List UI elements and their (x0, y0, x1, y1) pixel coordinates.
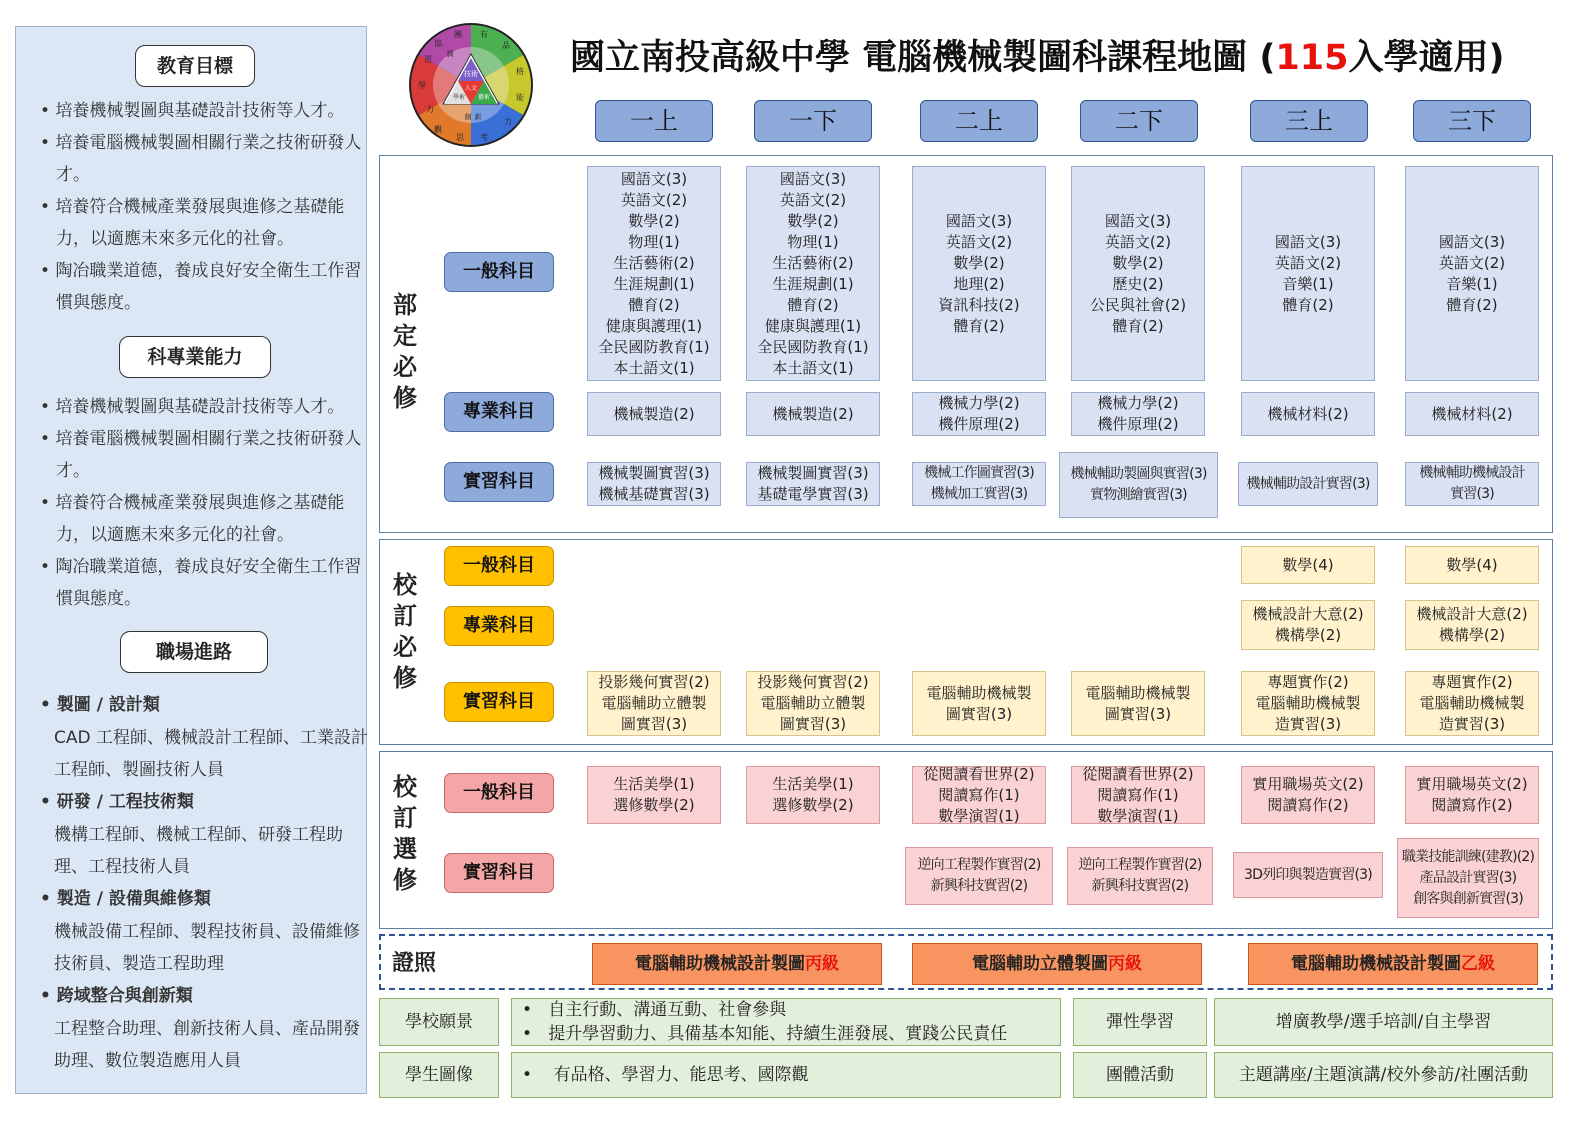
course-box (1405, 600, 1539, 650)
course-item: 國語文(3) (1438, 232, 1506, 251)
course-item: 機械材料(2) (1431, 404, 1513, 423)
course-item: 數學(2) (628, 211, 680, 230)
course-item: 數學演習(1) (938, 806, 1020, 825)
career-group (40, 980, 370, 1077)
course-box (587, 766, 721, 824)
course-item: 歷史(2) (1112, 274, 1164, 293)
svg-text:習: 習 (424, 55, 432, 64)
course-box (1071, 671, 1205, 736)
course-item: 投影幾何實習(2) (757, 673, 869, 691)
course-item: 專題實作(2) (1267, 673, 1349, 691)
course-box (1405, 392, 1539, 436)
course-item: 生活美學(1) (613, 775, 695, 793)
course-box (912, 166, 1046, 381)
course-item: 圖實習(3) (945, 704, 1013, 723)
category-practice: 實習科目 (444, 462, 554, 502)
course-item: 物理(1) (628, 232, 680, 251)
course-item: 機構學(2) (1274, 626, 1342, 644)
group-activity-label: 團體活動 (1073, 1052, 1207, 1098)
course-item: 電腦輔助立體製 (760, 694, 866, 712)
course-item: 健康與護理(1) (764, 316, 862, 335)
course-box (746, 671, 880, 736)
course-item: 生活藝術(2) (772, 253, 854, 272)
certificate-item: 電腦輔助立體製圖丙級 (912, 943, 1202, 985)
school-vision-content (511, 998, 1061, 1046)
certificate-item: 電腦輔助機械設計製圖丙級 (592, 943, 882, 985)
svg-text:學: 學 (418, 81, 426, 90)
course-item: 圖實習(3) (1104, 704, 1172, 723)
course-box (746, 392, 880, 436)
course-item: 機械基礎實習(3) (598, 485, 710, 503)
course-item: 機械製圖實習(3) (757, 464, 869, 482)
course-item: 英語文(2) (1104, 232, 1172, 251)
course-item: 機械力學(2) (1097, 394, 1179, 412)
semester-1-1: 一上 (595, 100, 713, 142)
course-box (746, 166, 880, 381)
course-item: 從閱讀看世界(2) (1082, 764, 1194, 783)
course-item: 物理(1) (787, 232, 839, 251)
semester-2-1: 二上 (920, 100, 1038, 142)
course-item: 機件原理(2) (938, 415, 1020, 433)
svg-text:新: 新 (474, 113, 482, 121)
career-group-title: • 跨域整合與創新類 (40, 986, 193, 1006)
svg-text:力: 力 (426, 105, 434, 114)
svg-text:考: 考 (480, 133, 488, 142)
course-item: 機械加工實習(3) (930, 486, 1028, 502)
course-box (1241, 166, 1375, 381)
course-item: 閱讀寫作(2) (1431, 796, 1513, 814)
course-item: 國語文(3) (1104, 211, 1172, 230)
flex-learning-label: 彈性學習 (1073, 998, 1207, 1046)
course-item: 電腦輔助機械製 (1085, 683, 1191, 702)
course-box (1241, 392, 1375, 436)
course-box (1233, 852, 1383, 898)
course-item: 健康與護理(1) (605, 316, 703, 335)
course-item: 本土語文(1) (772, 358, 854, 377)
course-box (1059, 452, 1218, 518)
course-box (1241, 546, 1375, 584)
certificate-item: 電腦輔助機械設計製圖乙級 (1248, 943, 1538, 985)
semester-1-2: 一下 (754, 100, 872, 142)
course-box (1405, 166, 1539, 381)
course-item: 英語文(2) (945, 232, 1013, 251)
course-item: 機械工作圖實習(3) (924, 465, 1034, 481)
course-item: 體育(2) (628, 295, 680, 314)
course-item: 機械力學(2) (938, 394, 1020, 412)
course-box (905, 847, 1053, 905)
course-box (1071, 166, 1205, 381)
course-item: 資訊科技(2) (938, 295, 1020, 314)
career-group-title: • 製圖 / 設計類 (40, 695, 160, 715)
group-activity-content: 主題講座/主題演講/校外參訪/社團活動 (1214, 1052, 1553, 1098)
course-item: 電腦輔助機械製 (926, 683, 1032, 702)
course-item: 數學(2) (1112, 253, 1164, 272)
career-heading: 職場進路 (120, 631, 268, 673)
course-item: 基礎電學實習(3) (757, 485, 869, 503)
svg-text:藝術: 藝術 (477, 94, 491, 101)
course-box (1241, 671, 1375, 736)
course-item: 國語文(3) (945, 211, 1013, 230)
course-item: 造實習(3) (1274, 715, 1342, 733)
course-item: 機械輔助製圖與實習(3) (1070, 466, 1207, 482)
course-item: 生活藝術(2) (613, 253, 695, 272)
course-item: 全民國防教育(1) (598, 337, 710, 356)
course-item: 機械材料(2) (1267, 404, 1349, 423)
course-item: 公民與社會(2) (1089, 295, 1187, 314)
course-box (1241, 766, 1375, 824)
goals-list (40, 95, 370, 319)
course-box (1238, 462, 1378, 506)
course-box (746, 766, 880, 824)
svg-text:人文: 人文 (464, 85, 478, 92)
course-box (1241, 600, 1375, 650)
flex-learning-content: 增廣教學/選手培訓/自主學習 (1214, 998, 1553, 1046)
course-item: 選修數學(2) (613, 796, 695, 814)
course-item: 體育(2) (953, 316, 1005, 335)
svg-text:協: 協 (434, 39, 442, 48)
list-item: • 培養機械製圖與基礎設計技術等人才。 (40, 397, 345, 417)
career-group-body: 工程整合助理、創新技術人員、產品開發助理、數位製造應用人員 (54, 1019, 360, 1071)
category-general: 一般科目 (444, 252, 554, 292)
course-item: 體育(2) (1446, 295, 1498, 314)
course-box (1071, 766, 1205, 824)
abilities-list (40, 391, 370, 615)
svg-text:有: 有 (480, 30, 488, 39)
certificate-label: 證照 (392, 951, 437, 976)
svg-text:能: 能 (516, 93, 524, 102)
course-item: 國語文(3) (1274, 232, 1342, 251)
course-item: 職業技能訓練(建教)(2) (1401, 848, 1535, 865)
section-school-elective-label: 校 訂 選 修 (393, 773, 417, 894)
course-box (1405, 546, 1539, 584)
course-box (587, 671, 721, 736)
course-item: 專題實作(2) (1431, 673, 1513, 691)
career-group-body: 機械設備工程師、製程技術員、設備維修技術員、製造工程助理 (54, 922, 360, 974)
career-group (40, 689, 370, 786)
semester-2-2: 二下 (1080, 100, 1198, 142)
vision-line: • 自主行動、溝通互動、社會參與 (522, 1000, 787, 1020)
goals-heading: 教育目標 (135, 45, 255, 87)
career-group (40, 883, 370, 980)
course-item: 機械輔助機械設計 (1419, 465, 1525, 481)
course-box (912, 392, 1046, 436)
category-professional: 專業科目 (444, 606, 554, 646)
course-item: 新興科技實習(2) (930, 878, 1028, 894)
course-item: 實習(3) (1450, 486, 1494, 502)
course-item: 圖實習(3) (779, 715, 847, 733)
list-item: • 培養電腦機械製圖相關行業之技術研發人才。 (40, 429, 362, 481)
course-item: 數學(4) (1282, 555, 1334, 574)
svg-text:創: 創 (464, 113, 472, 121)
course-item: 本土語文(1) (613, 358, 695, 377)
career-group-body: 機構工程師、機械工程師、研發工程助理、工程技術人員 (54, 825, 343, 877)
course-item: 數學演習(1) (1097, 806, 1179, 825)
category-practice: 實習科目 (444, 682, 554, 722)
course-item: 實用職場英文(2) (1252, 775, 1364, 793)
svg-text:團: 團 (454, 30, 462, 39)
course-item: 音樂(1) (1446, 274, 1498, 293)
course-item: 體育(2) (1112, 316, 1164, 335)
career-group-title: • 製造 / 設備與維修類 (40, 889, 211, 909)
course-item: 機械設計大意(2) (1416, 605, 1528, 623)
course-box (746, 462, 880, 506)
svg-text:調: 調 (446, 50, 454, 58)
course-item: 數學(2) (953, 253, 1005, 272)
course-box (587, 166, 721, 381)
course-item: 國語文(3) (779, 169, 847, 188)
career-group (40, 786, 370, 883)
course-item: 圖實習(3) (620, 715, 688, 733)
course-item: 電腦輔助機械製 (1419, 694, 1525, 712)
course-item: 3D列印與製造實習(3) (1244, 866, 1372, 883)
course-box (912, 462, 1046, 506)
abilities-heading: 科專業能力 (119, 336, 271, 378)
course-item: 閱讀寫作(1) (938, 785, 1020, 804)
svg-text:學術: 學術 (452, 94, 466, 101)
course-item: 閱讀寫作(2) (1267, 796, 1349, 814)
course-item: 投影幾何實習(2) (598, 673, 710, 691)
section-school-required-label: 校 訂 必 修 (393, 571, 417, 692)
svg-text:格: 格 (516, 67, 524, 76)
course-box (1067, 847, 1213, 905)
list-item: • 陶冶職業道德，養成良好安全衛生工作習慣與態度。 (40, 557, 362, 609)
svg-text:品: 品 (502, 41, 510, 50)
category-practice: 實習科目 (444, 853, 554, 893)
category-professional: 專業科目 (444, 392, 554, 432)
course-item: 機械設計大意(2) (1252, 605, 1364, 623)
course-item: 生涯規劃(1) (772, 274, 854, 293)
course-item: 實物測繪實習(3) (1090, 487, 1187, 503)
course-box (912, 766, 1046, 824)
semester-3-1: 三上 (1250, 100, 1368, 142)
course-box (1405, 462, 1539, 506)
list-item: • 陶冶職業道德，養成良好安全衛生工作習慣與態度。 (40, 261, 362, 313)
course-item: 選修數學(2) (772, 796, 854, 814)
school-vision-label: 學校願景 (379, 998, 499, 1046)
career-group-title: • 研發 / 工程技術類 (40, 792, 194, 812)
student-image-content: • 有品格、學習力、能思考、國際觀 (511, 1052, 1061, 1098)
svg-text:思: 思 (456, 133, 464, 142)
course-item: 產品設計實習(3) (1419, 869, 1517, 886)
course-item: 逆向工程製作實習(2) (917, 857, 1041, 873)
course-item: 逆向工程製作實習(2) (1078, 857, 1202, 873)
course-item: 國語文(3) (620, 169, 688, 188)
course-item: 實用職場英文(2) (1416, 775, 1528, 793)
course-box (912, 671, 1046, 736)
course-item: 數學(2) (787, 211, 839, 230)
course-box (1405, 766, 1539, 824)
student-image-label: 學生圖像 (379, 1052, 499, 1098)
course-item: 機構學(2) (1438, 626, 1506, 644)
course-item: 機械製圖實習(3) (598, 464, 710, 482)
course-item: 電腦輔助機械製 (1255, 694, 1361, 712)
course-item: 地理(2) (953, 274, 1005, 293)
course-item: 生涯規劃(1) (613, 274, 695, 293)
svg-text:觀: 觀 (434, 125, 442, 134)
course-item: 英語文(2) (620, 190, 688, 209)
course-item: 機械製造(2) (613, 404, 695, 423)
course-item: 造實習(3) (1438, 715, 1506, 733)
list-item: • 培養符合機械產業發展與進修之基礎能力，以適應未來多元化的社會。 (40, 197, 345, 249)
school-logo-icon (408, 22, 534, 148)
course-item: 閱讀寫作(1) (1097, 785, 1179, 804)
course-item: 機械製造(2) (772, 404, 854, 423)
course-box (1405, 671, 1539, 736)
course-item: 體育(2) (787, 295, 839, 314)
course-box (587, 462, 721, 506)
course-item: 從閱讀看世界(2) (923, 764, 1035, 783)
course-item: 音樂(1) (1282, 274, 1334, 293)
course-item: 英語文(2) (779, 190, 847, 209)
page-title: 國立南投高級中學 電腦機械製圖科課程地圖 (115入學適用) (570, 38, 1505, 78)
course-item: 英語文(2) (1274, 253, 1342, 272)
course-item: 新興科技實習(2) (1091, 878, 1189, 894)
semester-3-2: 三下 (1413, 100, 1531, 142)
course-item: 體育(2) (1282, 295, 1334, 314)
vision-line: • 提升學習動力、具備基本知能、持續生涯發展、實踐公民責任 (522, 1024, 1008, 1044)
course-item: 機械輔助設計實習(3) (1246, 475, 1370, 492)
course-item: 數學(4) (1446, 555, 1498, 574)
course-item: 創客與創新實習(3) (1413, 890, 1523, 907)
list-item: • 培養符合機械產業發展與進修之基礎能力，以適應未來多元化的社會。 (40, 493, 345, 545)
course-item: 生活美學(1) (772, 775, 854, 793)
left-info-panel (15, 26, 367, 1094)
list-item: • 培養電腦機械製圖相關行業之技術研發人才。 (40, 133, 362, 185)
section-required-label: 部 定 必 修 (393, 291, 417, 412)
category-general: 一般科目 (444, 773, 554, 813)
svg-text:力: 力 (504, 117, 512, 126)
category-general: 一般科目 (444, 546, 554, 586)
course-item: 電腦輔助立體製 (601, 694, 707, 712)
course-box (1071, 392, 1205, 436)
course-item: 全民國防教育(1) (757, 337, 869, 356)
course-item: 英語文(2) (1438, 253, 1506, 272)
list-item: • 培養機械製圖與基礎設計技術等人才。 (40, 101, 345, 121)
svg-text:技術: 技術 (464, 70, 478, 78)
course-item: 機件原理(2) (1097, 415, 1179, 433)
course-box (1397, 838, 1539, 918)
career-list (40, 689, 370, 1077)
course-box (587, 392, 721, 436)
career-group-body: CAD 工程師、機械設計工程師、工業設計工程師、製圖技術人員 (54, 728, 368, 780)
